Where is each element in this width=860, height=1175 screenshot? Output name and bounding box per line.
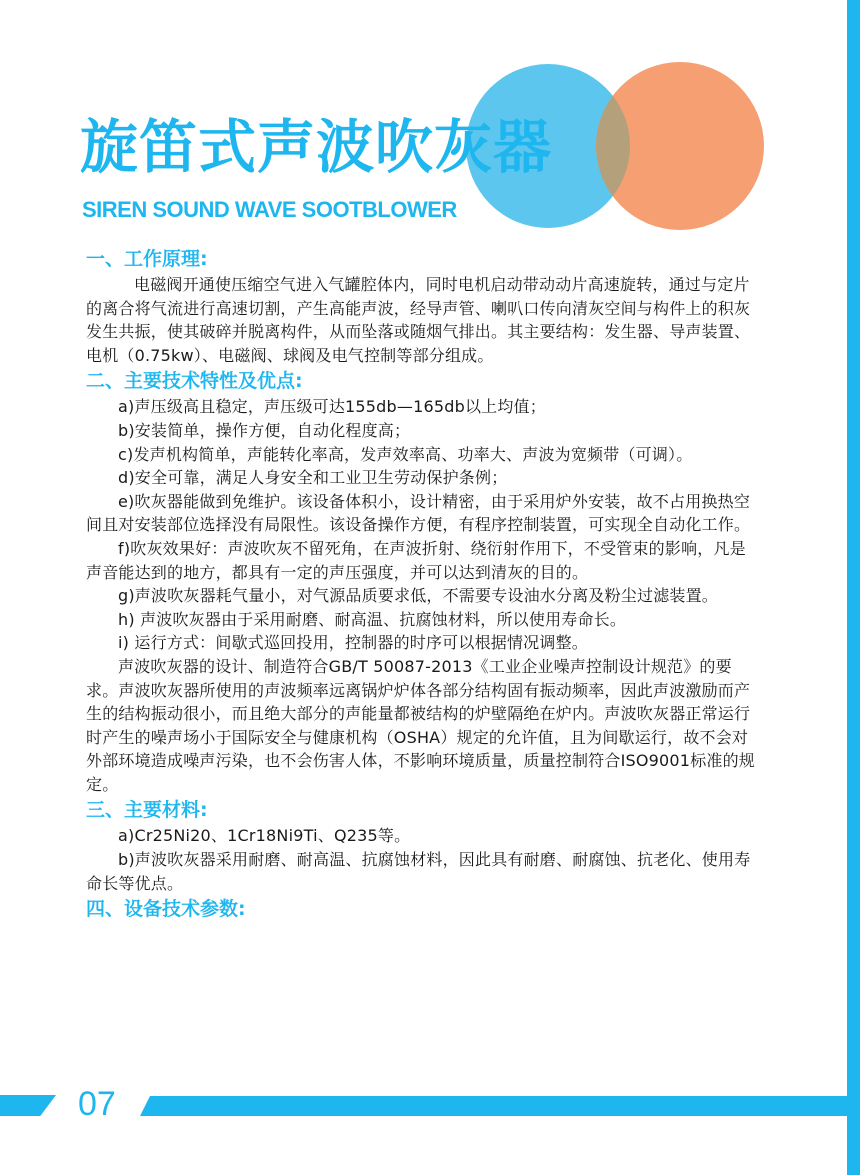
list-item: d)安全可靠，满足人身安全和工业卫生劳动保护条例； (118, 468, 508, 488)
section-heading-features: 二、主要技术特性及优点: (86, 370, 303, 393)
page-number: 07 (78, 1085, 116, 1123)
page-title: 旋笛式声波吹灰器 (80, 113, 553, 181)
list-item: g)声波吹灰器耗气量小，对气源品质要求低，不需要专设油水分离及粉尘过滤装置。 (118, 586, 718, 606)
list-item: h) 声波吹灰器由于采用耐磨、耐高温、抗腐蚀材料，所以使用寿命长。 (118, 609, 627, 629)
footer-bar-right (140, 1096, 860, 1116)
list-item: b)声波吹灰器采用耐磨、耐高温、抗腐蚀材料，因此具有耐磨、耐腐蚀、抗老化、使用寿命长等优点。 (86, 850, 751, 893)
list-item: e)吹灰器能做到免维护。该设备体积小，设计精密，由于采用炉外安装，故不占用换热空间且对安装部位选择没有局限性。该设备操作方便，有程序控制装置，可实现全自动化工作。 (86, 491, 751, 535)
section-heading-parameters: 四、设备技术参数: (86, 898, 246, 921)
paragraph: 电磁阀开通使压缩空气进入气罐腔体内，同时电机启动带动动片高速旋转，通过与定片的离合将气流进行高速切割，产生高能声波，经导声管、喇叭口传向清灰空间与构件上的积灰发生共振，使其破碎并脱离构件，从而坠落或随烟气排出。其主要结构：发生器、导声装置、电机（0.75kw）、电磁阀、球阀及电气控制等部分组成。 (86, 275, 751, 365)
section-heading-materials: 三、主要材料: (86, 799, 208, 822)
list-item: c)发声机构简单，声能转化率高，发声效率高、功率大、声波为宽频带（可调）。 (118, 444, 693, 464)
page-subtitle-english: SIREN SOUND WAVE SOOTBLOWER (82, 197, 457, 222)
main-content (86, 245, 756, 923)
paragraph: 声波吹灰器的设计、制造符合GB/T 50087-2013《工业企业噪声控制设计规范》的要求。声波吹灰器所使用的声波频率远离锅炉炉体各部分结构固有振动频率，因此声波激励而产生的结构振动很小，而且绝大部分的声能量都被结构的炉壁隔绝在炉内。声波吹灰器正常运行时产生的噪声场小于国际安全与健康机构（OSHA）规定的允许值，且为间歇运行，故不会对外部环境造成噪声污染，也不会伤害人体，不影响环境质量，质量控制符合ISO9001标准的规定。 (86, 656, 755, 794)
footer-bar-left (0, 1095, 56, 1116)
section-heading-principle: 一、工作原理: (86, 248, 208, 270)
list-item: a)Cr25Ni20、1Cr18Ni9Ti、Q235等。 (118, 826, 411, 846)
list-item: a)声压级高且稳定，声压级可达155db—165db以上均值； (118, 397, 546, 417)
list-item: i) 运行方式：间歇式巡回投用，控制器的时序可以根据情况调整。 (118, 633, 588, 653)
list-item: b)安装简单，操作方便，自动化程度高； (118, 420, 411, 440)
right-edge-stripe (847, 0, 860, 1175)
list-item: f)吹灰效果好：声波吹灰不留死角，在声波折射、绕衍射作用下，不受管束的影响，凡是声音能达到的地方，都具有一定的声压强度，并可以达到清灰的目的。 (86, 538, 746, 582)
